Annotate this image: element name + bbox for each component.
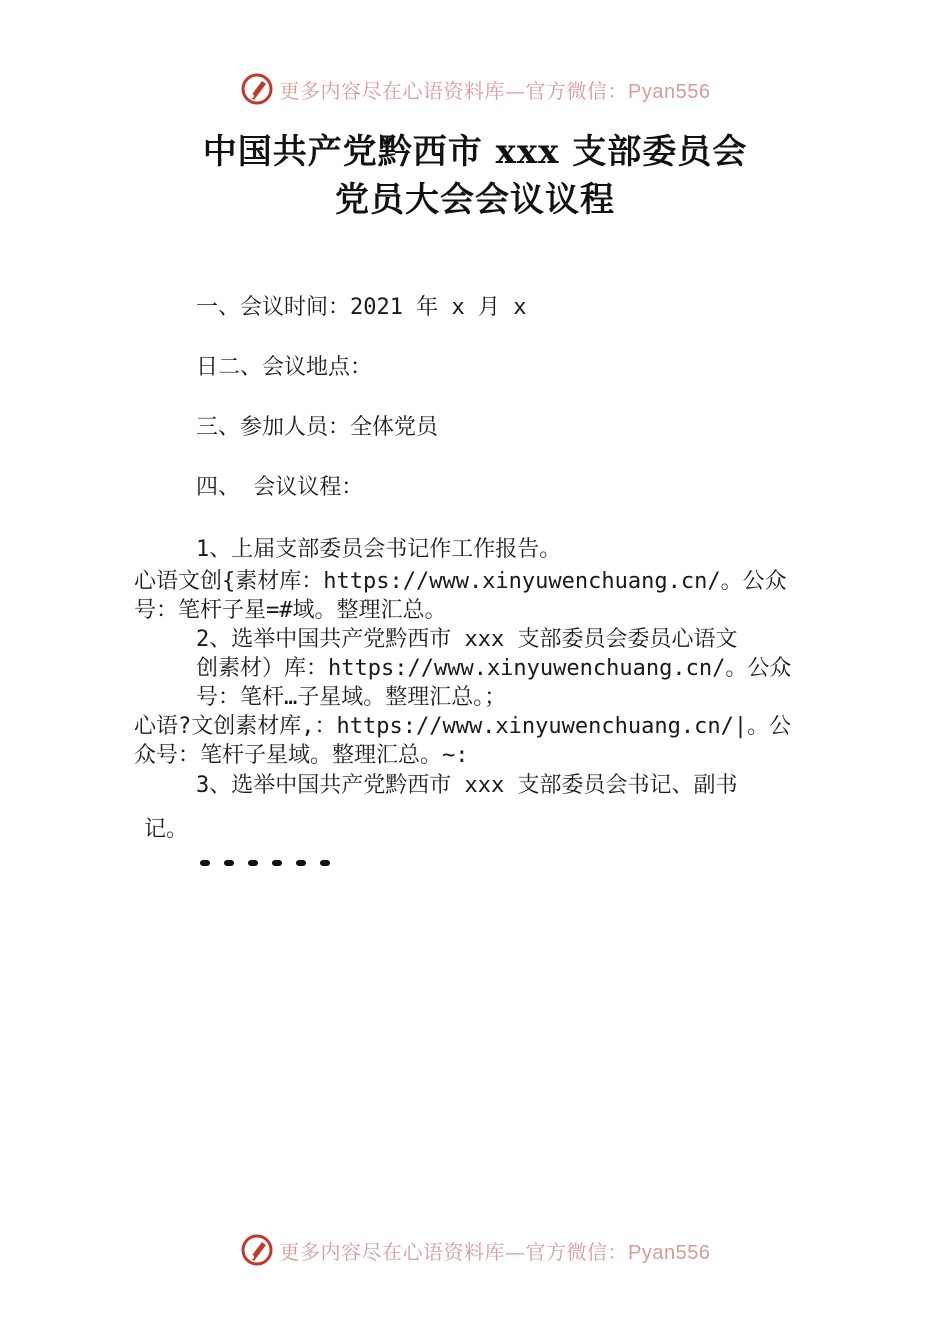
agenda-item-2b: 创素材）库：https://www.xinyuwenchuang.cn/。公众 bbox=[196, 656, 792, 681]
source-note-1b: 号：笔杆子星=#域。整理汇总。 bbox=[134, 598, 447, 623]
document-title-line1: 中国共产党黔西市 xxx 支部委员会 bbox=[202, 132, 748, 172]
dot bbox=[296, 860, 306, 866]
participants-line: 三、参加人员：全体党员 bbox=[196, 415, 439, 440]
agenda-item-3b: 记。 bbox=[144, 817, 189, 842]
watermark-text: 更多内容尽在心语资料库—官方微信：Pyan556 bbox=[279, 78, 711, 103]
agenda-item-3a: 3、选举中国共产党黔西市 xxx 支部委员会书记、副书 bbox=[196, 773, 738, 798]
agenda-item-2c: 号：笔杆…子星域。整理汇总。； bbox=[196, 685, 507, 710]
dot bbox=[320, 860, 330, 866]
watermark-header bbox=[0, 72, 950, 106]
dot bbox=[272, 860, 282, 866]
agenda-item-1: 1、上届支部委员会书记作工作报告。 bbox=[196, 537, 562, 562]
source-note-2b: 众号：笔杆子星域。整理汇总。~: bbox=[134, 743, 469, 768]
dot bbox=[248, 860, 258, 866]
meeting-location-line: 日二、会议地点： bbox=[196, 355, 373, 380]
dot bbox=[200, 860, 210, 866]
meeting-time-line: 一、会议时间：2021 年 x 月 x bbox=[196, 295, 527, 320]
ellipsis-dots bbox=[200, 860, 330, 866]
agenda-item-2a: 2、选举中国共产党黔西市 xxx 支部委员会委员心语文 bbox=[196, 627, 738, 652]
watermark-footer bbox=[0, 1233, 950, 1267]
agenda-heading: 四、 会议议程： bbox=[196, 475, 364, 500]
watermark-id: Pyan556 bbox=[628, 80, 711, 103]
pen-nib-circle-icon bbox=[240, 1233, 274, 1267]
dot bbox=[224, 860, 234, 866]
watermark-id: Pyan556 bbox=[628, 1241, 711, 1264]
source-note-2a: 心语?文创素材库,：https://www.xinyuwenchuang.cn/|。公 bbox=[134, 714, 792, 739]
pen-nib-circle-icon bbox=[240, 72, 274, 106]
watermark-text: 更多内容尽在心语资料库—官方微信：Pyan556 bbox=[279, 1239, 711, 1264]
source-note-1a: 心语文创{素材库：https://www.xinyuwenchuang.cn/。公众 bbox=[134, 569, 787, 594]
document-title-line2: 党员大会会议议程 bbox=[335, 180, 615, 220]
